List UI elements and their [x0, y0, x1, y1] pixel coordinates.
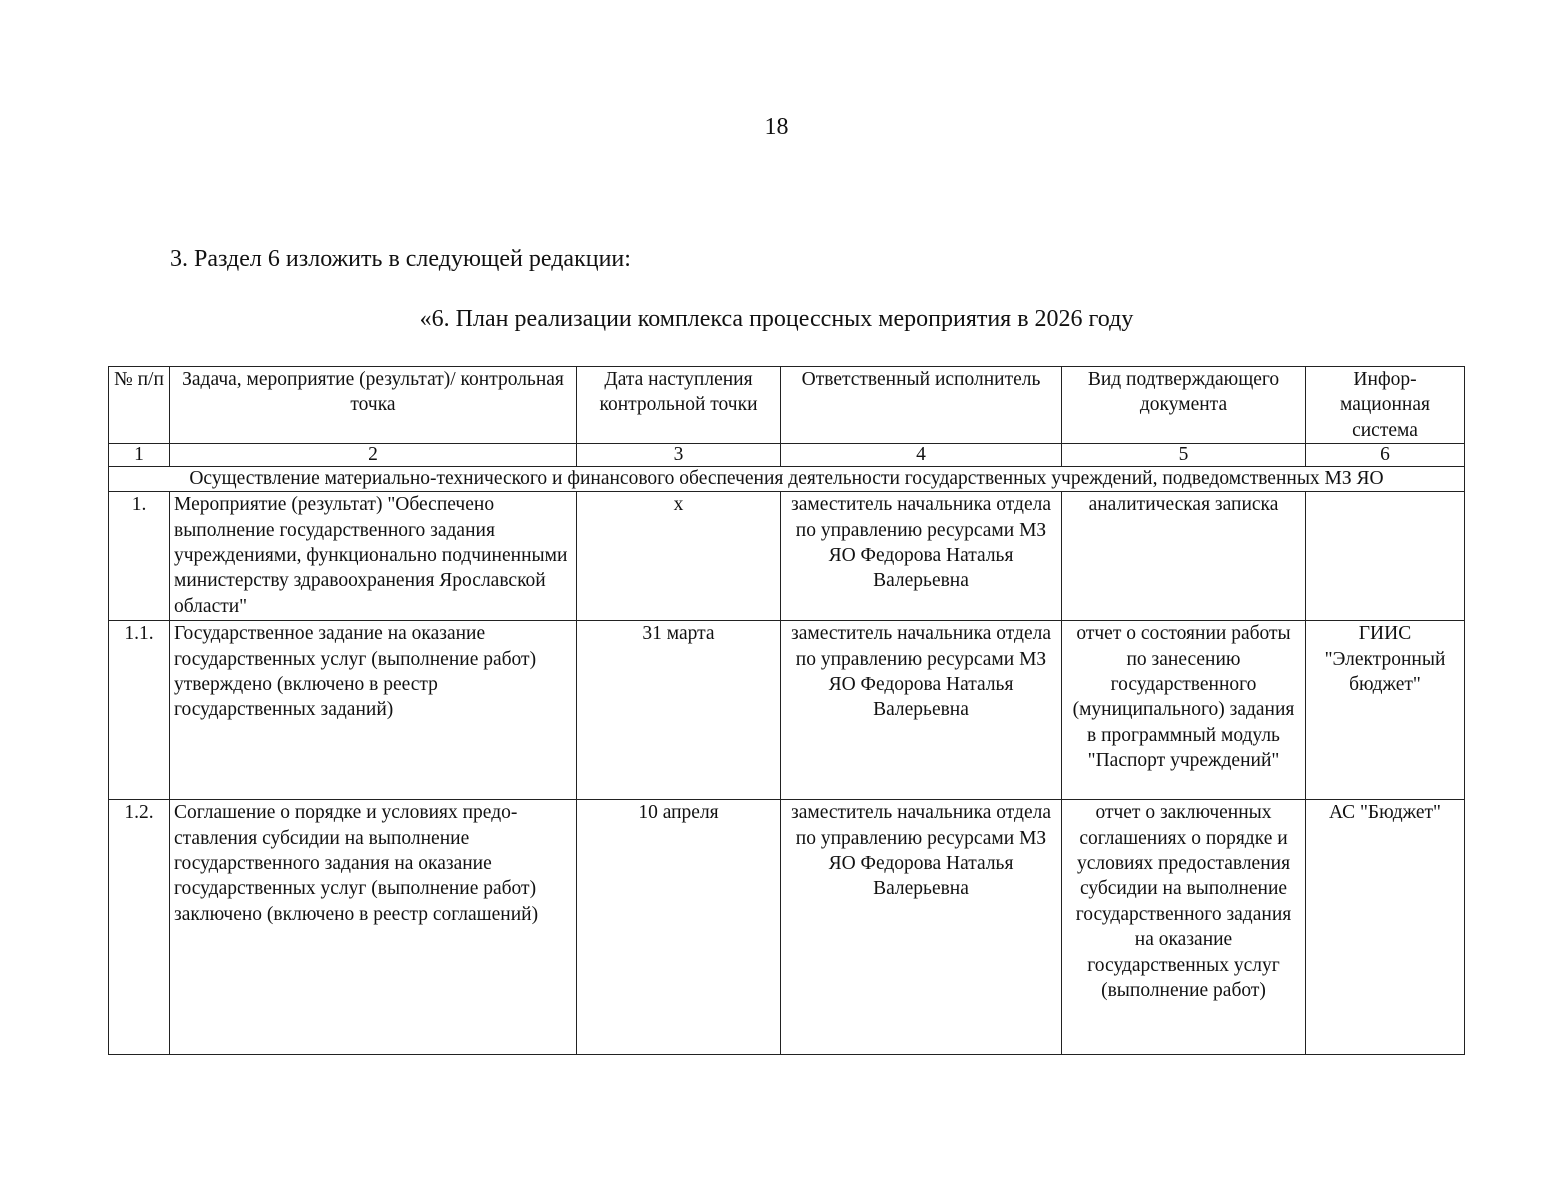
- column-number: 6: [1306, 444, 1465, 467]
- row-document: отчет о состоянии работы по занесению государственного (муниципального) задания в программный модуль "Паспорт учреждений": [1062, 621, 1306, 800]
- row-task: Мероприятие (результат) "Обеспечено выполнение государственного задания учреждениями, функционально подчиненными министерству здравоохранения Ярославской области": [170, 492, 577, 621]
- table-row: [109, 621, 1465, 800]
- row-executor: заместитель начальника отдела по управлению ресурсами МЗ ЯО Федорова Наталья Валерьевна: [781, 800, 1062, 1055]
- column-number: 5: [1062, 444, 1306, 467]
- row-executor: заместитель начальника отдела по управлению ресурсами МЗ ЯО Федорова Наталья Валерьевна: [781, 492, 1062, 621]
- page-number: 18: [764, 114, 789, 140]
- section-title: [0, 306, 1553, 333]
- header-cell-executor: Ответственный исполнитель: [781, 367, 1062, 444]
- row-date: х: [577, 492, 781, 621]
- row-number: 1.: [109, 492, 170, 621]
- row-document: аналитическая записка: [1062, 492, 1306, 621]
- implementation-plan-table: [108, 366, 1465, 1055]
- row-system: [1306, 492, 1465, 621]
- row-task: Соглашение о порядке и условиях предо-ставления субсидии на выполнение государственного задания на оказание государственных услуг (выполнение работ) заключено (включено в реестр соглашений): [170, 800, 577, 1055]
- header-cell-number: № п/п: [109, 367, 170, 444]
- table-row: [109, 492, 1465, 621]
- row-date: 10 апреля: [577, 800, 781, 1055]
- table-row: [109, 800, 1465, 1055]
- column-number: 1: [109, 444, 170, 467]
- header-cell-system: Инфор-мационная система: [1306, 367, 1465, 444]
- row-date: 31 марта: [577, 621, 781, 800]
- column-number-row: [109, 444, 1465, 467]
- amendment-instruction: 3. Раздел 6 изложить в следующей редакции:: [170, 246, 631, 272]
- column-number: 2: [170, 444, 577, 467]
- header-cell-document: Вид подтверждающего документа: [1062, 367, 1306, 444]
- group-title: Осуществление материально-технического и финансового обеспечения деятельности государственных учреждений, подведомственных МЗ ЯО: [109, 467, 1465, 492]
- row-system: ГИИС "Электронный бюджет": [1306, 621, 1465, 800]
- column-number: 4: [781, 444, 1062, 467]
- header-cell-task: Задача, мероприятие (результат)/ контрольная точка: [170, 367, 577, 444]
- row-system: АС "Бюджет": [1306, 800, 1465, 1055]
- row-number: 1.2.: [109, 800, 170, 1055]
- row-task: Государственное задание на оказание государственных услуг (выполнение работ) утверждено (включено в реестр государственных заданий): [170, 621, 577, 800]
- row-executor: заместитель начальника отдела по управлению ресурсами МЗ ЯО Федорова Наталья Валерьевна: [781, 621, 1062, 800]
- column-number: 3: [577, 444, 781, 467]
- section-title-text: «6. План реализации комплекса процессных мероприятия в 2026 году: [419, 306, 1134, 332]
- table-header-row: [109, 367, 1465, 444]
- group-row: [109, 467, 1465, 492]
- row-number: 1.1.: [109, 621, 170, 800]
- header-cell-date: Дата наступления контрольной точки: [577, 367, 781, 444]
- row-document: отчет о заключенных соглашениях о порядке и условиях предоставления субсидии на выполнение государственного задания на оказание государственных услуг (выполнение работ): [1062, 800, 1306, 1055]
